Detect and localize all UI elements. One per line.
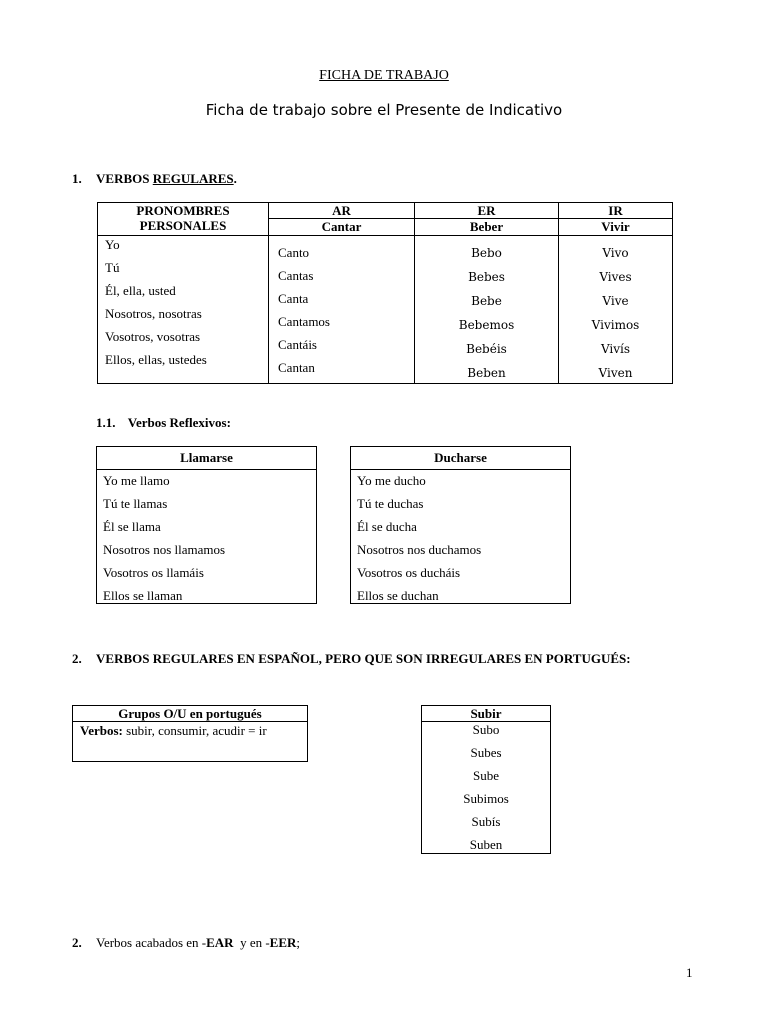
pronoun-cell: Tú bbox=[105, 260, 120, 275]
table-row: Tú te duchas bbox=[357, 496, 424, 511]
table-row: Suben bbox=[469, 837, 503, 852]
section-1-1-title: Verbos Reflexivos: bbox=[127, 415, 231, 430]
document-title: FICHA DE TRABAJO bbox=[319, 68, 449, 83]
table-row: Tú te llamas bbox=[103, 496, 168, 511]
er-cell: Bebo bbox=[471, 246, 502, 260]
table-row: Subo bbox=[472, 722, 500, 737]
table-row: Él se ducha bbox=[357, 519, 417, 534]
section-1-heading-suffix: . bbox=[233, 171, 237, 186]
ar-cell: Canto bbox=[278, 245, 310, 260]
section-2b-text-c: ; bbox=[296, 935, 301, 950]
er-cell: Bebe bbox=[471, 294, 502, 308]
llamarse-table bbox=[96, 446, 317, 604]
table-row: Nosotros nos duchamos bbox=[357, 542, 482, 557]
section-1-heading-underlined: REGULARES bbox=[152, 171, 234, 186]
table-row: Vosotros os llamáis bbox=[103, 565, 204, 580]
page-number: 1 bbox=[686, 965, 693, 980]
pronoun-cell: Yo bbox=[105, 237, 120, 252]
subir-header: Subir bbox=[422, 706, 550, 722]
section-1-heading bbox=[72, 171, 237, 187]
subir-table bbox=[421, 705, 551, 854]
table-row: Yo me ducho bbox=[357, 473, 426, 488]
ar-cell: Cantan bbox=[278, 360, 315, 375]
table-row: Subís bbox=[471, 814, 501, 829]
er-header: ER bbox=[477, 203, 496, 218]
ar-column bbox=[278, 241, 330, 379]
er-cell: Beben bbox=[467, 366, 506, 380]
table-row: Ellos se duchan bbox=[357, 588, 439, 603]
document-subtitle: Ficha de trabajo sobre el Presente de Indicativo bbox=[205, 101, 563, 119]
grupos-ou-table bbox=[72, 705, 308, 762]
section-2-heading bbox=[72, 651, 631, 667]
er-cell: Bebemos bbox=[458, 318, 515, 332]
table-row: Vosotros os ducháis bbox=[357, 565, 461, 580]
table-row: Ellos se llaman bbox=[103, 588, 183, 603]
ir-cell: Vive bbox=[602, 294, 629, 308]
pronoun-cell: Él, ella, usted bbox=[105, 283, 176, 298]
section-2-title: VERBOS REGULARES EN ESPAÑOL, PERO QUE SON IRREGULARES EN PORTUGUÉS: bbox=[96, 651, 631, 666]
er-cell: Bebes bbox=[468, 270, 505, 284]
ducharse-table bbox=[350, 446, 571, 604]
ar-cell: Cantas bbox=[278, 268, 314, 283]
pronouns-header: PRONOMBRES PERSONALES bbox=[136, 203, 230, 233]
ir-cell: Vivís bbox=[600, 342, 631, 356]
ir-cell: Vives bbox=[599, 270, 632, 284]
pronoun-cell: Vosotros, vosotras bbox=[105, 329, 201, 344]
table-row: Él se llama bbox=[103, 519, 161, 534]
grupos-ou-verbs bbox=[73, 722, 307, 739]
ar-header: AR bbox=[332, 203, 351, 218]
pronoun-cell: Nosotros, nosotras bbox=[105, 306, 202, 321]
ir-cell: Vivimos bbox=[591, 318, 640, 332]
table-row: Yo me llamo bbox=[103, 473, 170, 488]
ir-cell: Viven bbox=[598, 366, 633, 380]
llamarse-header: Llamarse bbox=[97, 447, 316, 470]
section-2b-text-b: y en - bbox=[233, 935, 270, 950]
table-row: Nosotros nos llamamos bbox=[103, 542, 226, 557]
ducharse-header: Ducharse bbox=[351, 447, 570, 470]
section-2b-bold-b: EER bbox=[269, 935, 297, 950]
er-subheader: Beber bbox=[469, 219, 504, 234]
pronouns-column bbox=[105, 233, 207, 371]
section-1-number: 1. bbox=[72, 171, 82, 186]
grupos-ou-header: Grupos O/U en portugués bbox=[73, 706, 307, 722]
pronoun-cell: Ellos, ellas, ustedes bbox=[105, 352, 207, 367]
ar-cell: Cantamos bbox=[278, 314, 330, 329]
section-1-1-number: 1.1. bbox=[96, 415, 116, 430]
ir-column bbox=[559, 241, 672, 385]
ar-subheader: Cantar bbox=[321, 219, 362, 234]
regular-verbs-table bbox=[97, 202, 673, 384]
section-2-number: 2. bbox=[72, 651, 82, 666]
ar-cell: Canta bbox=[278, 291, 309, 306]
verbs-text: subir, consumir, acudir = ir bbox=[122, 723, 267, 738]
er-cell: Bebéis bbox=[466, 342, 507, 356]
ar-cell: Cantáis bbox=[278, 337, 317, 352]
ir-header: IR bbox=[608, 203, 623, 218]
section-2b-number: 2. bbox=[72, 935, 82, 950]
table-row: Sube bbox=[473, 768, 499, 783]
ir-cell: Vivo bbox=[602, 246, 629, 260]
section-1-heading-prefix: VERBOS bbox=[96, 171, 153, 186]
section-1-1-heading bbox=[96, 415, 231, 431]
er-column bbox=[415, 241, 558, 385]
table-row: Subimos bbox=[463, 791, 509, 806]
section-2b-bold-a: EAR bbox=[206, 935, 234, 950]
section-2b-line bbox=[72, 935, 300, 951]
table-row: Subes bbox=[470, 745, 502, 760]
ir-subheader: Vivir bbox=[601, 219, 630, 234]
section-2b-text-a: Verbos acabados en - bbox=[96, 935, 207, 950]
verbs-label: Verbos: bbox=[80, 723, 123, 738]
